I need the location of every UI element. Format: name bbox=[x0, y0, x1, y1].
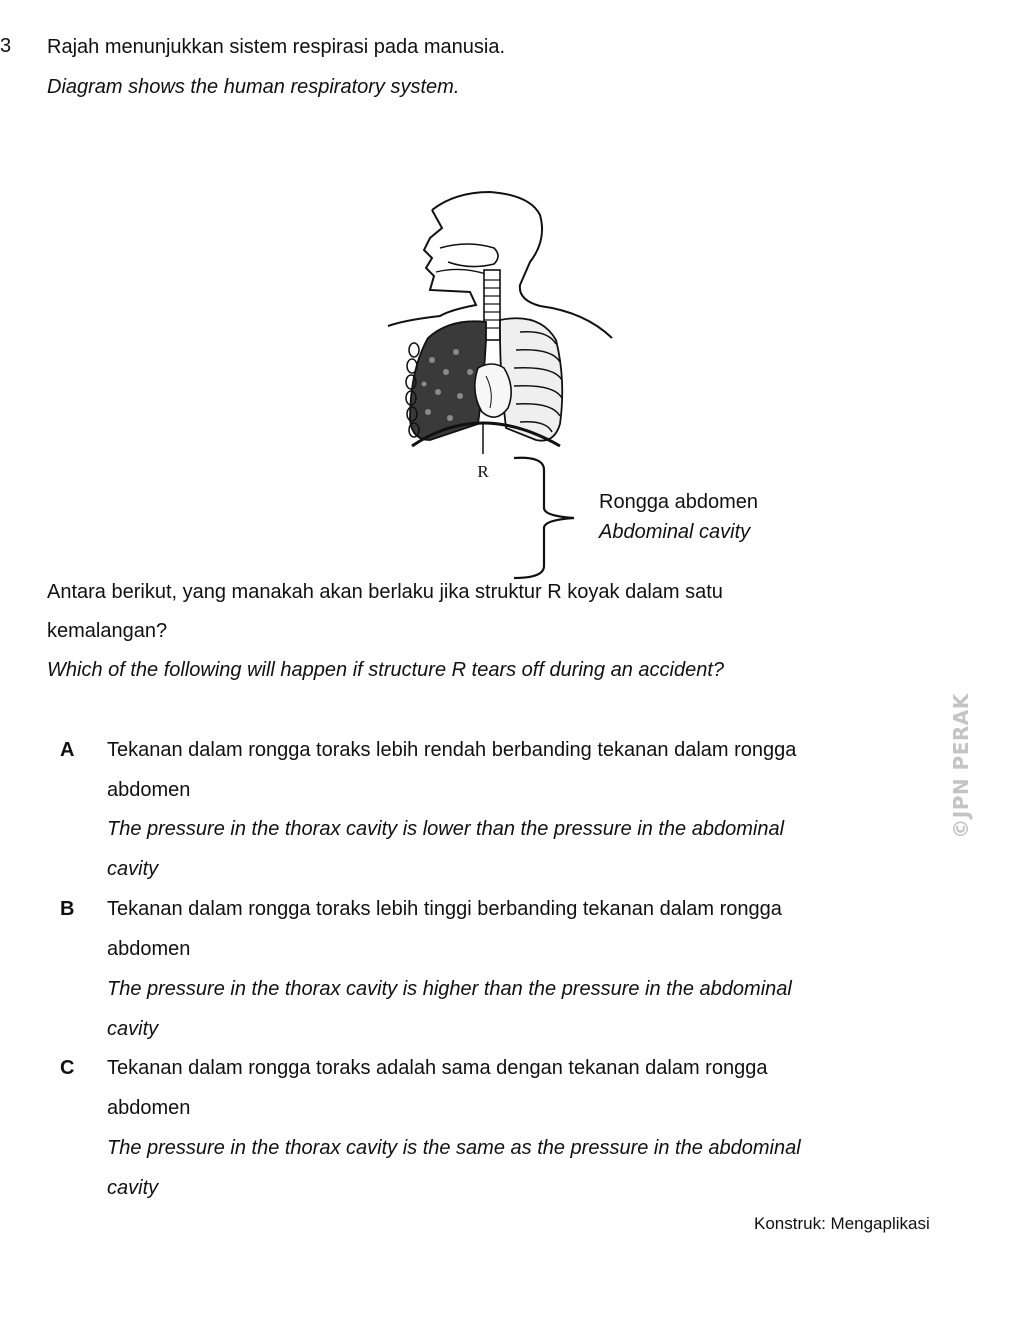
face-profile bbox=[388, 210, 476, 326]
intro-text-ms: Rajah menunjukkan sistem respirasi pada manusia. bbox=[47, 36, 506, 58]
label-r: R bbox=[477, 462, 489, 481]
option-c-ms-line1: Tekanan dalam rongga toraks adalah sama dengan tekanan dalam rongga bbox=[107, 1057, 768, 1079]
option-b-ms-line1: Tekanan dalam rongga toraks lebih tinggi berbanding tekanan dalam rongga bbox=[107, 898, 782, 920]
option-a-en-line1: The pressure in the thorax cavity is lower than the pressure in the abdominal bbox=[107, 818, 785, 840]
option-b-en-line1: The pressure in the thorax cavity is higher than the pressure in the abdominal bbox=[107, 978, 792, 1000]
heart bbox=[475, 364, 511, 417]
watermark-text: ©JPN PERAK bbox=[949, 693, 973, 839]
oral-cavity bbox=[436, 269, 486, 274]
prompt-en: Which of the following will happen if structure R tears off during an accident? bbox=[47, 659, 725, 681]
option-c-en-line1: The pressure in the thorax cavity is the same as the pressure in the abdominal bbox=[107, 1137, 801, 1159]
option-a-letter[interactable]: A bbox=[60, 739, 75, 761]
option-a-ms-line1: Tekanan dalam rongga toraks lebih rendah berbanding tekanan dalam rongga bbox=[107, 739, 797, 761]
option-c-letter[interactable]: C bbox=[60, 1057, 75, 1079]
nasal-cavity bbox=[440, 244, 498, 267]
option-b-letter[interactable]: B bbox=[60, 898, 75, 920]
option-b-en-line2: cavity bbox=[107, 1018, 159, 1040]
watermark bbox=[936, 693, 986, 839]
construct-label: Konstruk: Mengaplikasi bbox=[754, 1214, 930, 1233]
abdominal-cavity-label-ms: Rongga abdomen bbox=[599, 491, 759, 513]
option-c-ms-line2: abdomen bbox=[107, 1097, 191, 1119]
option-b-ms-line2: abdomen bbox=[107, 938, 191, 960]
intro-text-en: Diagram shows the human respiratory system. bbox=[47, 76, 460, 98]
prompt-ms-line1: Antara berikut, yang manakah akan berlaku jika struktur R koyak dalam satu bbox=[47, 581, 723, 603]
abdomen-bracket bbox=[514, 458, 574, 578]
option-a-en-line2: cavity bbox=[107, 858, 159, 880]
abdominal-cavity-label-en: Abdominal cavity bbox=[599, 521, 751, 543]
option-c-en-line2: cavity bbox=[107, 1177, 159, 1199]
option-a-ms-line2: abdomen bbox=[107, 779, 191, 801]
prompt-ms-line2: kemalangan? bbox=[47, 620, 168, 642]
respiratory-system-diagram bbox=[370, 180, 620, 580]
question-number: 3 bbox=[0, 35, 12, 57]
